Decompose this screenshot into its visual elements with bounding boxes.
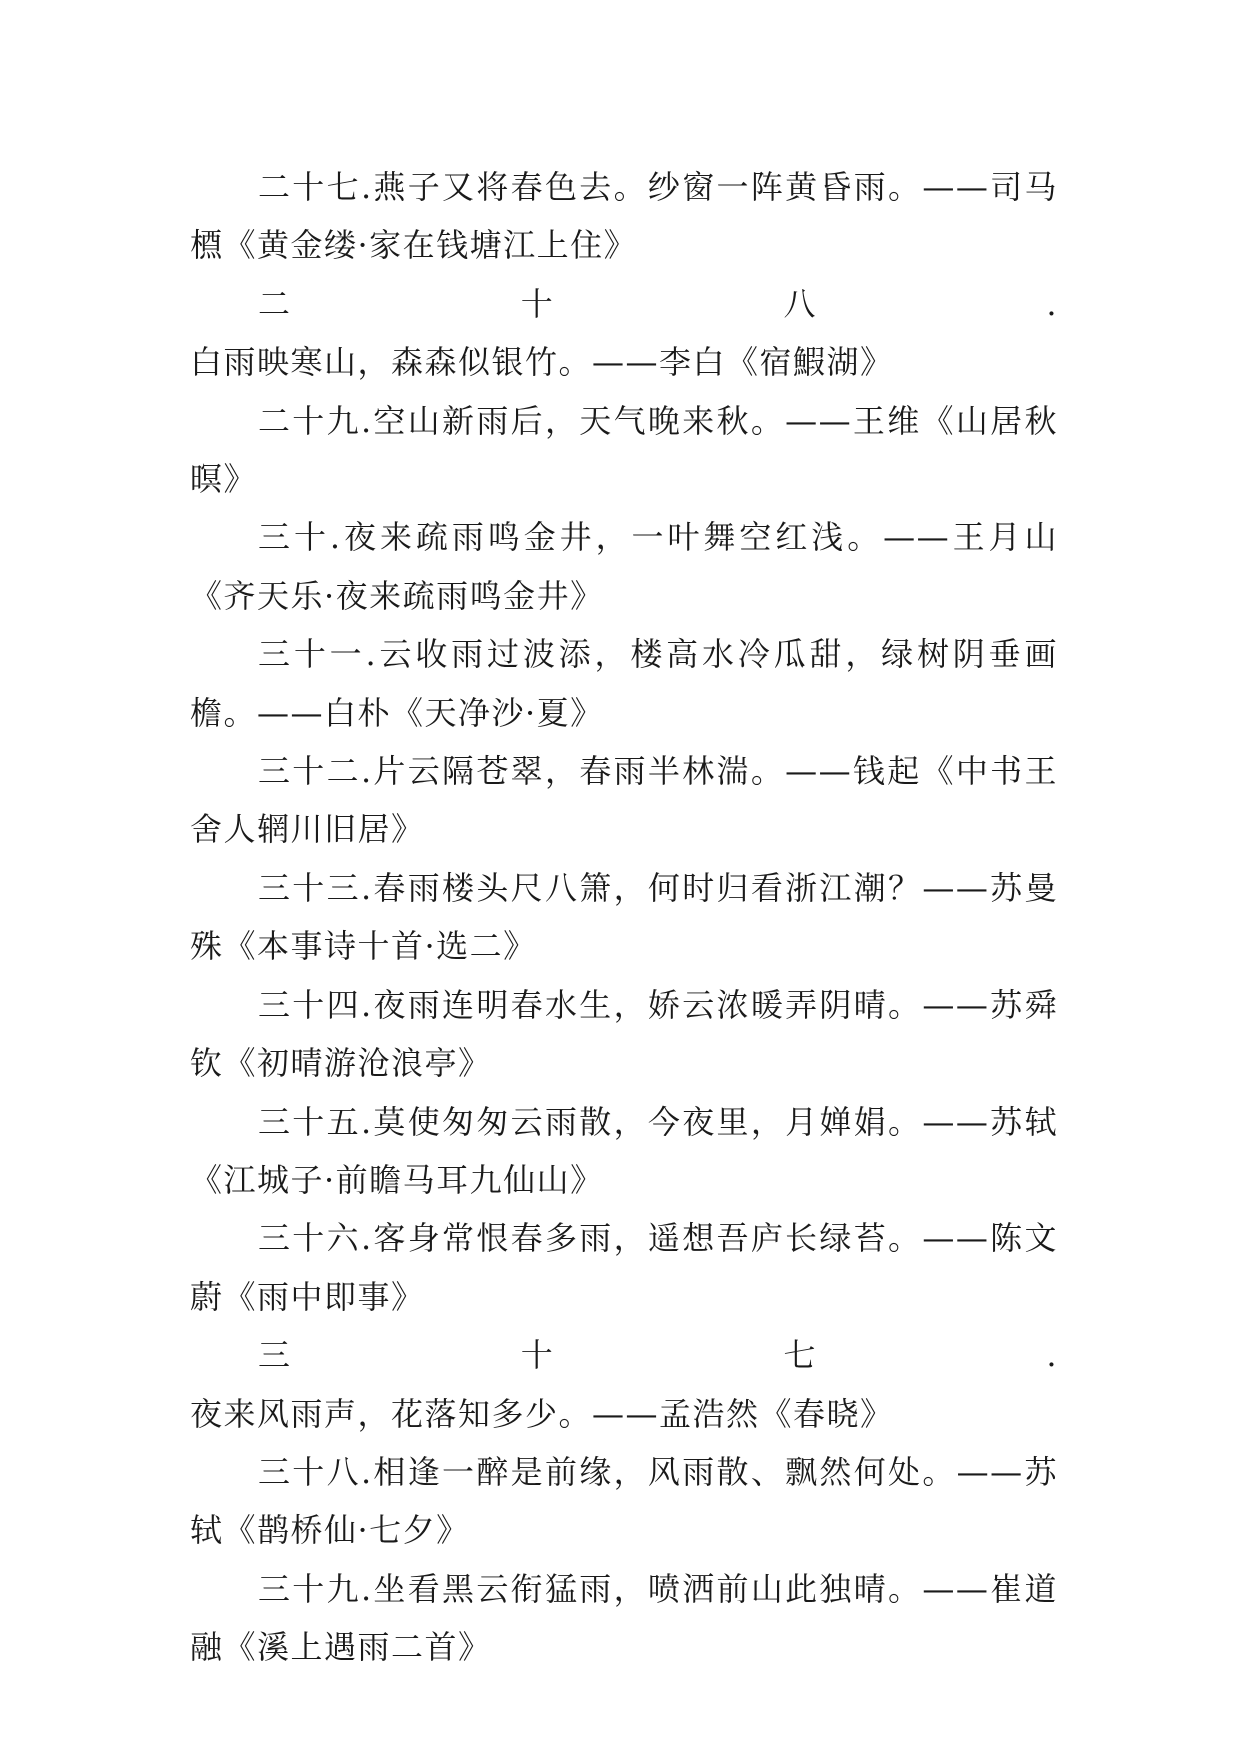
entry-number: 三十八 — [258, 1452, 361, 1491]
entry-number: 二十九 — [258, 401, 361, 440]
list-item: 三十六.客身常恨春多雨，遥想吾庐长绿苔。——陈文蔚《雨中即事》 — [190, 1219, 1058, 1316]
list-item: 二十九.空山新雨后，天气晚来秋。——王维《山居秋暝》 — [190, 401, 1058, 499]
list-item: 三十五.莫使匆匆云雨散，今夜里，月婵娟。——苏轼《江城子·前瞻马耳九仙山》 — [190, 1102, 1058, 1199]
entry-text: 云收雨过波添，楼高水冷瓜甜，绿树阴垂画檐。——白朴《天净沙·夏》 — [190, 635, 1058, 732]
entry-number: 三十 — [258, 518, 330, 557]
entry-text: 白雨映寒山，森森似银竹。——李白《宿鰕湖》 — [190, 343, 894, 382]
entry-text: 相逢一醉是前缘，风雨散、飘然何处。——苏轼《鹊桥仙·七夕》 — [190, 1452, 1058, 1550]
entry-text: 夜来疏雨鸣金井，一叶舞空红浅。——王月山《齐天乐·夜来疏雨鸣金井》 — [190, 518, 1058, 615]
entry-number: 三十二 — [258, 752, 361, 791]
poem-list — [190, 158, 1058, 1677]
list-item: 二十八.白雨映寒山，森森似银竹。——李白《宿鰕湖》 — [190, 284, 1058, 382]
list-item: 三十二.片云隔苍翠，春雨半林湍。——钱起《中书王舍人辋川旧居》 — [190, 752, 1058, 849]
entry-number: 三十七 — [258, 1336, 1047, 1375]
list-item: 三十一.云收雨过波添，楼高水冷瓜甜，绿树阴垂画檐。——白朴《天净沙·夏》 — [190, 635, 1058, 732]
entry-number: 二十七 — [258, 168, 361, 206]
list-item: 三十三.春雨楼头尺八箫，何时归看浙江潮？——苏曼殊《本事诗十首·选二》 — [190, 868, 1058, 966]
entry-number: 三十一 — [258, 635, 366, 674]
list-item: 三十九.坐看黑云衔猛雨，喷洒前山此独晴。——崔道融《溪上遇雨二首》 — [190, 1569, 1058, 1667]
entry-text: 燕子又将春色去。纱窗一阵黄昏雨。——司马槱《黄金缕·家在钱塘江上住》 — [190, 168, 1058, 265]
entry-text: 夜雨连明春水生，娇云浓暖弄阴晴。——苏舜钦《初晴游沧浪亭》 — [190, 985, 1058, 1083]
list-item: 三十七.夜来风雨声，花落知多少。——孟浩然《春晓》 — [190, 1336, 1058, 1433]
entry-text: 夜来风雨声，花落知多少。——孟浩然《春晓》 — [190, 1394, 894, 1433]
entry-text: 春雨楼头尺八箫，何时归看浙江潮？——苏曼殊《本事诗十首·选二》 — [190, 868, 1058, 966]
entry-number: 三十四 — [258, 985, 361, 1024]
entry-text: 莫使匆匆云雨散，今夜里，月婵娟。——苏轼《江城子·前瞻马耳九仙山》 — [190, 1102, 1058, 1199]
entry-text: 坐看黑云衔猛雨，喷洒前山此独晴。——崔道融《溪上遇雨二首》 — [190, 1569, 1058, 1667]
list-item: 三十四.夜雨连明春水生，娇云浓暖弄阴晴。——苏舜钦《初晴游沧浪亭》 — [190, 985, 1058, 1083]
entry-number: 二十八 — [258, 284, 1047, 323]
list-item: 三十.夜来疏雨鸣金井，一叶舞空红浅。——王月山《齐天乐·夜来疏雨鸣金井》 — [190, 518, 1058, 615]
entry-number: 三十五 — [258, 1102, 361, 1141]
list-item: 二十七.燕子又将春色去。纱窗一阵黄昏雨。——司马槱《黄金缕·家在钱塘江上住》 — [190, 168, 1058, 265]
list-item: 三十八.相逢一醉是前缘，风雨散、飘然何处。——苏轼《鹊桥仙·七夕》 — [190, 1452, 1058, 1550]
entry-text: 空山新雨后，天气晚来秋。——王维《山居秋暝》 — [190, 401, 1058, 499]
entry-number: 三十六 — [258, 1219, 361, 1258]
entry-text: 客身常恨春多雨，遥想吾庐长绿苔。——陈文蔚《雨中即事》 — [190, 1219, 1058, 1316]
entry-number: 三十三 — [258, 868, 361, 907]
entry-number: 三十九 — [258, 1569, 361, 1608]
entry-text: 片云隔苍翠，春雨半林湍。——钱起《中书王舍人辋川旧居》 — [190, 752, 1058, 849]
